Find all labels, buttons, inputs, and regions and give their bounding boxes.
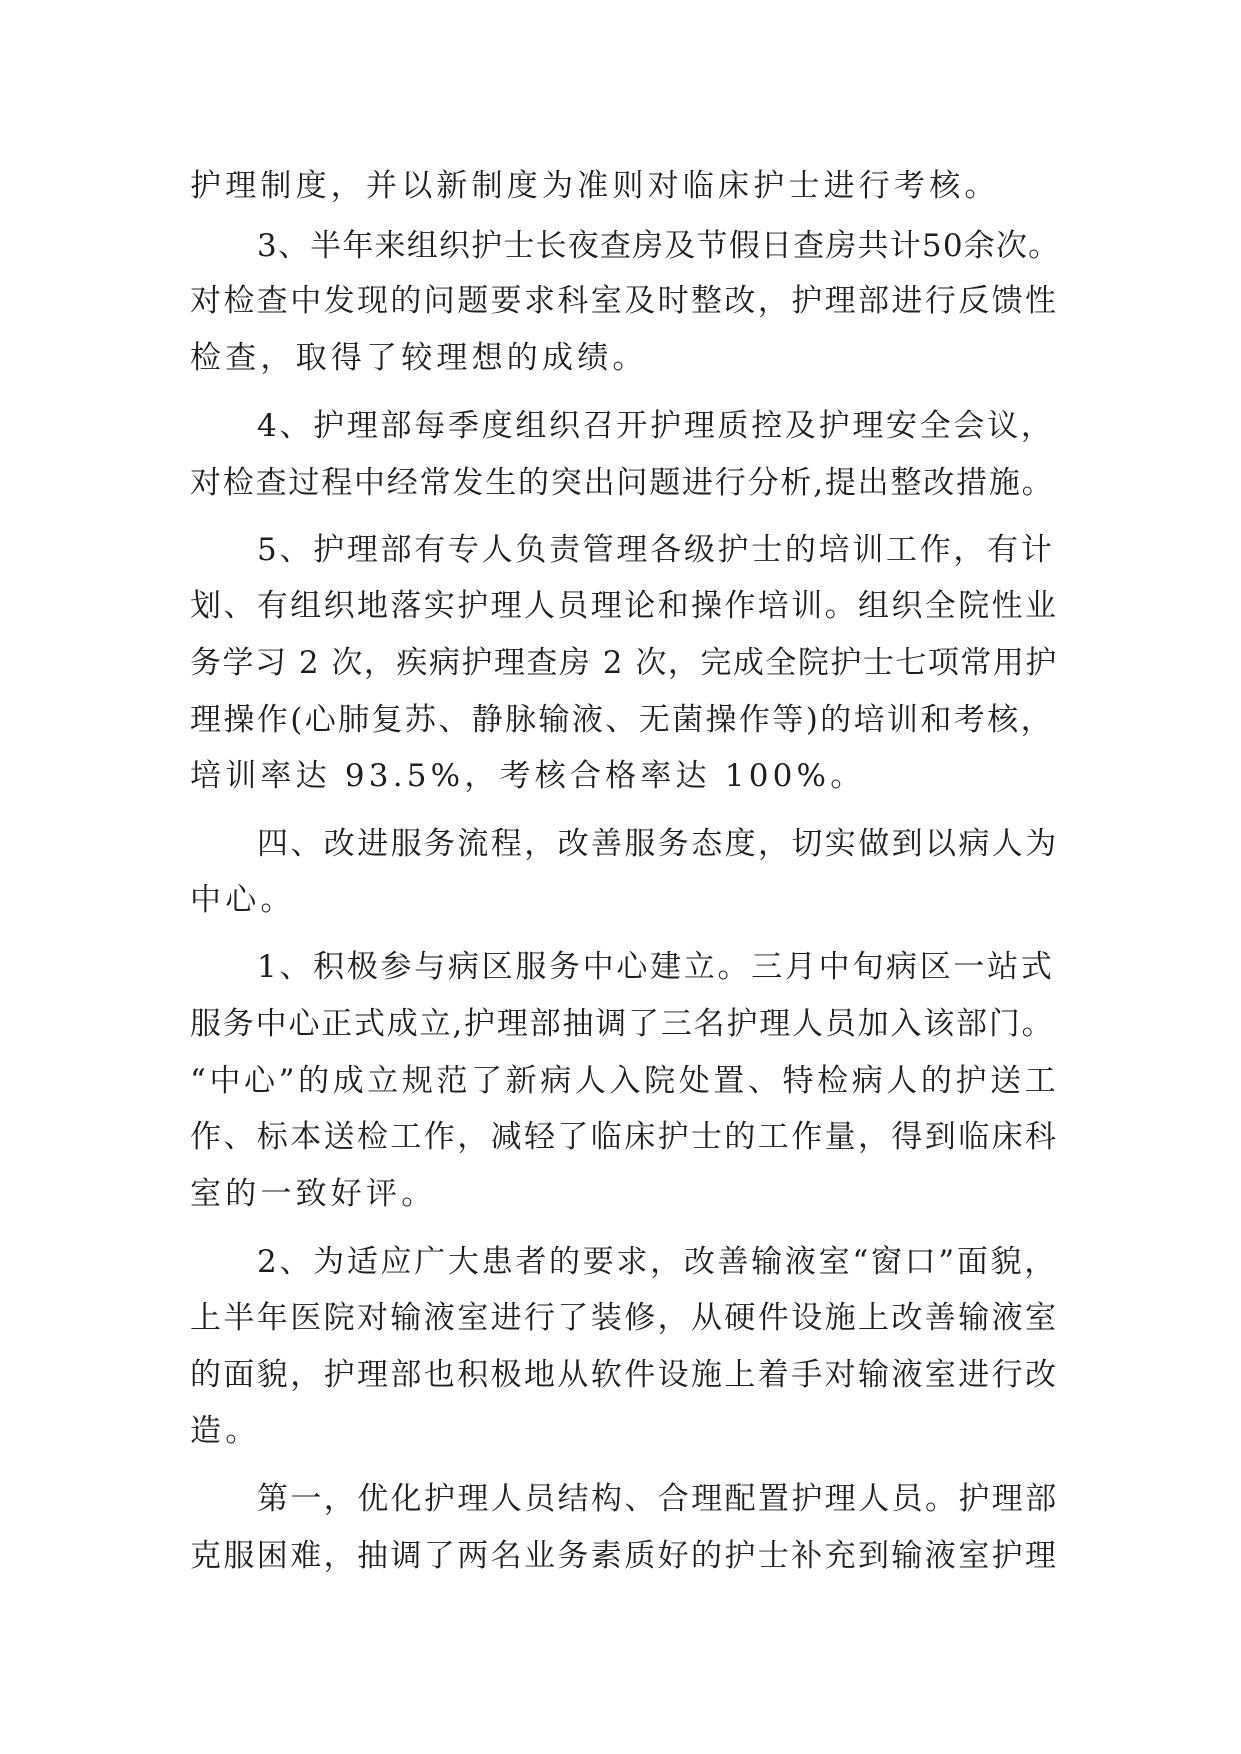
text-line: 培训率达 93.5%，考核合格率达 100%。: [190, 758, 866, 794]
text-line: 上半年医院对输液室进行了装修，从硬件设施上改善输液室: [190, 1300, 1059, 1336]
text-line: 务学习 2 次，疾病护理查房 2 次，完成全院护士七项常用护: [190, 645, 1058, 681]
text-line: 四、改进服务流程，改善服务态度，切实做到以病人为: [257, 826, 1059, 862]
text-line: 服务中心正式成立,护理部抽调了三名护理人员加入该部门。: [190, 1006, 1055, 1042]
text-line: 检查，取得了较理想的成绩。: [190, 340, 648, 376]
text-line: 1、积极参与病区服务中心建立。三月中旬病区一站式: [257, 949, 1055, 985]
text-line: 理操作(心肺复苏、静脉输液、无菌操作等)的培训和考核，: [190, 702, 1054, 738]
text-line: 划、有组织地落实护理人员理论和操作培训。组织全院性业: [190, 588, 1059, 624]
text-line: 的面貌，护理部也积极地从软件设施上着手对输液室进行改: [190, 1357, 1059, 1393]
text-line: 3、半年来组织护士长夜查房及节假日查房共计50余次。: [257, 228, 1061, 264]
text-line: 4、护理部每季度组织召开护理质控及护理安全会议，: [257, 408, 1055, 444]
text-line: “中心”的成立规范了新病人入院处置、特检病人的护送工: [190, 1063, 1060, 1099]
text-line: 5、护理部有专人负责管理各级护士的培训工作，有计: [257, 532, 1055, 568]
text-line: 2、为适应广大患者的要求，改善输液室“窗口”面貌，: [257, 1244, 1058, 1280]
text-line: 对检查中发现的问题要求科室及时整改，护理部进行反馈性: [190, 283, 1059, 319]
text-line: 第一，优化护理人员结构、合理配置护理人员。护理部: [257, 1481, 1059, 1517]
text-line: 作、标本送检工作，减轻了临床护士的工作量，得到临床科: [190, 1119, 1059, 1155]
text-line: 护理制度，并以新制度为准则对临床护士进行考核。: [190, 168, 1000, 204]
text-line: 造。: [190, 1413, 261, 1449]
text-line: 克服困难，抽调了两名业务素质好的护士补充到输液室护理: [190, 1538, 1059, 1574]
text-line: 中心。: [190, 882, 296, 918]
text-line: 室的一致好评。: [190, 1176, 437, 1212]
text-line: 对检查过程中经常发生的突出问题进行分析,提出整改措施。: [190, 465, 1055, 501]
